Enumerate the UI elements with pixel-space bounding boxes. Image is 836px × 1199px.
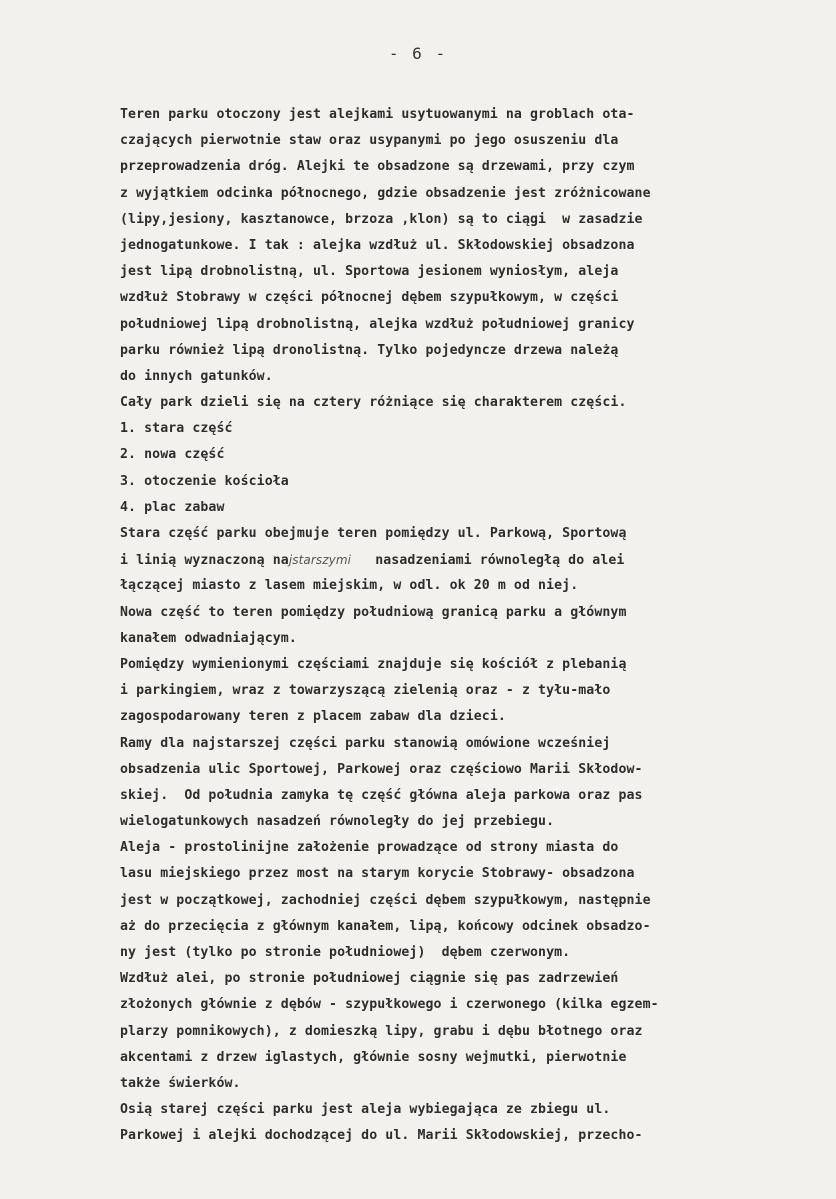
text-line: ny jest (tylko po stronie południowej) dębem czerwonym. [120, 945, 571, 960]
text-line: Stara część parku obejmuje teren pomiędzy ul. Parkową, Sportową [120, 526, 627, 541]
text-line: Wzdłuż alei, po stronie południowej ciągnie się pas zadrzewień [120, 971, 619, 987]
text-line: zagospodarowany teren z placem zabaw dla dzieci. [120, 709, 506, 725]
text-line: Cały park dzieli się na cztery różniące się charakterem części. [120, 395, 627, 411]
text-line: jest lipą drobnolistną, ul. Sportowa jesionem wyniosłym, aleja [120, 264, 619, 280]
text-line: złożonych głównie z dębów - szypułkowego i czerwonego (kilka egzem- [120, 997, 659, 1013]
text-line: południowej lipą drobnolistną, alejka wzdłuż południowej granicy [120, 316, 635, 332]
text-line: łączącej miasto z lasem miejskim, w odl. ok 20 m od niej. [120, 578, 579, 594]
text-line: także świerków. [120, 1075, 241, 1091]
page-number: - 6 - [388, 44, 448, 63]
text-line: Pomiędzy wymienionymi częściami znajduje się kościół z plebanią [120, 656, 627, 672]
text-line: skiej. Od południa zamyka tę część główna aleja parkowa oraz pas [120, 787, 643, 803]
text-line-with-handwriting [120, 547, 810, 573]
list-item: 3. otoczenie kościoła [120, 473, 289, 489]
text-line: akcentami z drzew iglastych, głównie sosny wejmutki, pierwotnie [120, 1049, 627, 1065]
body-text [120, 102, 810, 1150]
text-line: wzdłuż Stobrawy w części północnej dębem szypułkowym, w części [120, 290, 619, 306]
text-line: (lipy,jesiony, kasztanowce, brzoza ,klon) są to ciągi w zasadzie [120, 211, 643, 227]
text-line: aż do przecięcia z głównym kanałem, lipą, końcowy odcinek obsadzo- [120, 918, 651, 934]
list-item: 4. plac zabaw [120, 499, 225, 515]
text-line: do innych gatunków. [120, 368, 273, 384]
text-line: wielogatunkowych nasadzeń równoległy do jej przebiegu. [120, 814, 555, 830]
text-line: parku również lipą dronolistną. Tylko pojedyncze drzewa należą [120, 342, 619, 358]
text-fragment: nasadzeniami równoległą do alei [351, 553, 625, 569]
text-line: z wyjątkiem odcinka północnego, gdzie obsadzenie jest zróżnicowane [120, 185, 651, 201]
list-item: 1. stara część [120, 421, 233, 437]
text-line: Parkowej i alejki dochodzącej do ul. Marii Skłodowskiej, przecho- [120, 1128, 643, 1144]
text-line: kanałem odwadniającym. [120, 630, 297, 646]
text-line: Aleja - prostolinijne założenie prowadzące od strony miasta do [120, 840, 619, 856]
text-line: Teren parku otoczony jest alejkami usytuowanymi na groblach ota- [120, 107, 635, 122]
text-line: jest w początkowej, zachodniej części dębem szypułkowym, następnie [120, 892, 651, 908]
text-line: przeprowadzenia dróg. Alejki te obsadzone są drzewami, przy czym [120, 159, 635, 175]
text-line: lasu miejskiego przez most na starym korycie Stobrawy- obsadzona [120, 866, 635, 882]
text-line: czających pierwotnie staw oraz usypanymi po jego osuszeniu dla [120, 133, 619, 149]
text-fragment: i linią wyznaczoną na [120, 553, 289, 569]
list-item: 2. nowa część [120, 447, 225, 463]
text-line: obsadzenia ulic Sportowej, Parkowej oraz częściowo Marii Skłodow- [120, 761, 643, 777]
text-line: plarzy pomnikowych), z domieszką lipy, grabu i dębu błotnego oraz [120, 1023, 643, 1039]
handwritten-correction: jstarszymi [288, 553, 352, 568]
text-line: i parkingiem, wraz z towarzyszącą zielenią oraz - z tyłu-mało [120, 683, 611, 699]
text-line: Osią starej części parku jest aleja wybiegająca ze zbiegu ul. [120, 1102, 611, 1118]
text-line: jednogatunkowe. I tak : alejka wzdłuż ul. Skłodowskiej obsadzona [120, 237, 635, 253]
text-line: Ramy dla najstarszej części parku stanowią omówione wcześniej [120, 735, 611, 751]
text-line: Nowa część to teren pomiędzy południową granicą parku a głównym [120, 604, 627, 620]
